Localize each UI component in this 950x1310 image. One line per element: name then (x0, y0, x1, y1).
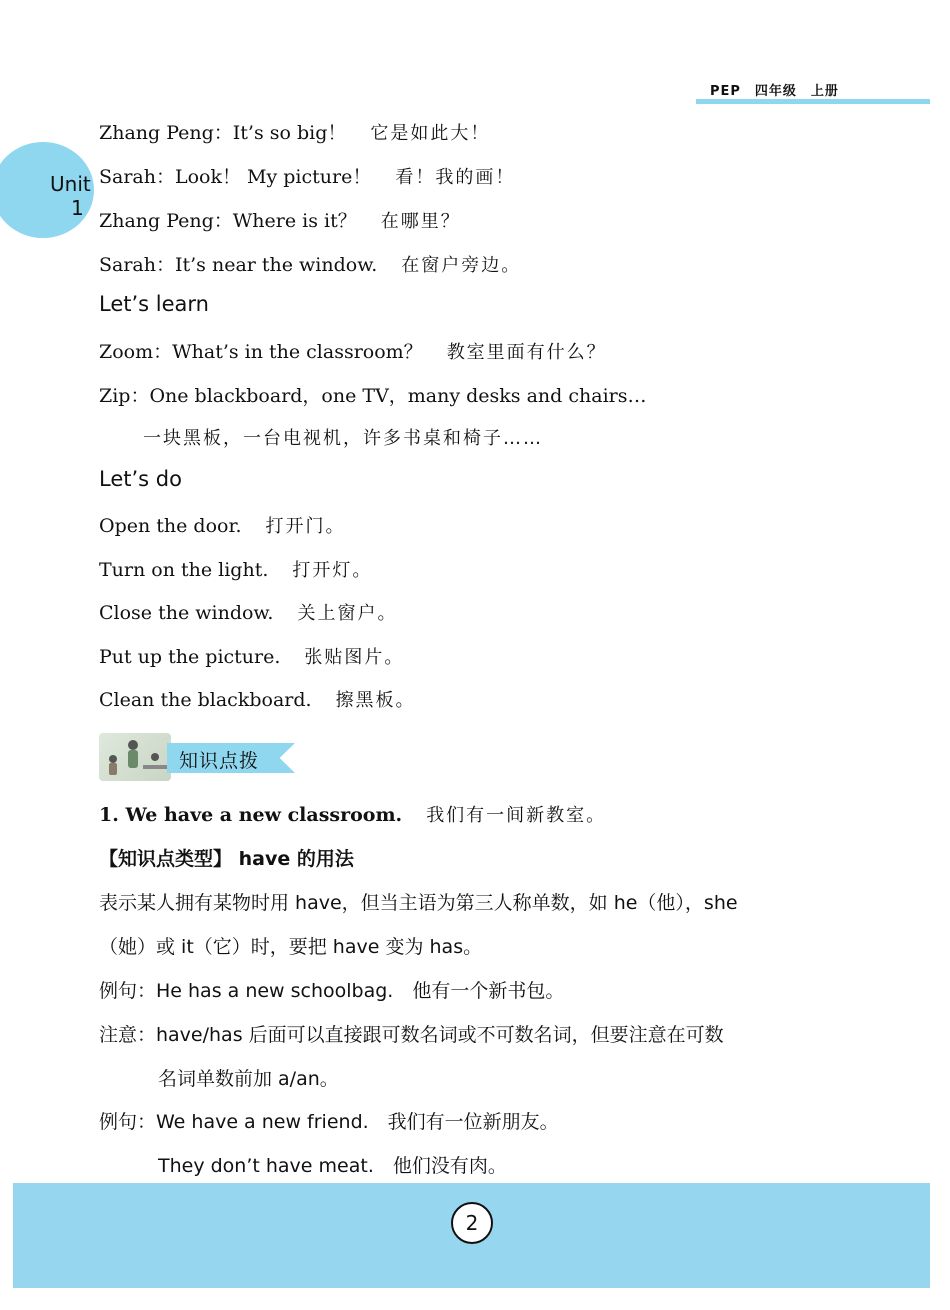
knowledge-item-cn: 我们有一间新教室。 (426, 805, 607, 826)
do-line (99, 686, 416, 712)
learn-cn: 教室里面有什么？ (446, 342, 607, 363)
unit-number: 1 (70, 196, 84, 220)
dialogue-cn: 在哪里？ (380, 211, 461, 232)
teacher-student-icon (99, 733, 171, 781)
do-cn: 关上窗户。 (297, 603, 398, 624)
knowledge-type-heading: 【知识点类型】 have 的用法 (99, 848, 354, 870)
do-line (99, 599, 397, 625)
header-text: PEP 四年级 上册 (710, 84, 839, 99)
unit-label (50, 172, 91, 220)
knowledge-badge (99, 733, 297, 781)
note-line: 注意：have/has 后面可以直接跟可数名词或不可数名词，但要注意在可数 (99, 1024, 724, 1046)
learn-cn-translation: 一块黑板，一台电视机，许多书桌和椅子…… (143, 428, 543, 449)
page-number: 2 (451, 1202, 493, 1244)
dialogue-cn: 它是如此大！ (370, 123, 491, 144)
do-cn: 打开灯。 (292, 560, 373, 581)
example-line: 例句：He has a new schoolbag. 他有一个新书包。 (99, 980, 565, 1002)
running-header (696, 80, 930, 104)
dialogue-cn: 看！我的画！ (395, 167, 516, 188)
knowledge-item (99, 801, 606, 827)
learn-cn-line (143, 424, 543, 450)
do-cn: 张贴图片。 (304, 647, 405, 668)
badge-label: 知识点拨 (179, 750, 260, 772)
do-line (99, 556, 372, 582)
learn-en: Zip：One blackboard，one TV，many desks and chairs… (99, 385, 647, 407)
dialogue-en: Zhang Peng：It’s so big！ (99, 122, 347, 144)
example-line: They don’t have meat. 他们没有肉。 (158, 1155, 507, 1177)
dialogue-line (99, 118, 490, 145)
do-line (99, 643, 404, 669)
learn-en: Zoom：What’s in the classroom？ (99, 341, 423, 363)
do-cn: 擦黑板。 (335, 690, 416, 711)
unit-word: Unit (50, 172, 91, 196)
note-line: 名词单数前加 a/an。 (158, 1068, 339, 1090)
explanation-line: 表示某人拥有某物时用 have，但当主语为第三人称单数，如 he（他），she (99, 892, 738, 914)
dialogue-en: Sarah：Look！ My picture！ (99, 166, 372, 188)
learn-line (99, 337, 607, 364)
do-en: Close the window. (99, 602, 274, 624)
do-line (99, 512, 346, 538)
knowledge-item-en: 1. We have a new classroom. (99, 804, 403, 826)
dialogue-line (99, 206, 461, 233)
dialogue-line (99, 250, 521, 277)
learn-line (99, 381, 646, 408)
explanation-line: （她）或 it（它）时，要把 have 变为 has。 (99, 936, 483, 958)
header-rule (696, 99, 930, 104)
do-cn: 打开门。 (265, 516, 346, 537)
lets-do-heading: Let’s do (99, 467, 182, 491)
badge-illustration (99, 733, 171, 781)
do-en: Open the door. (99, 515, 242, 537)
lets-learn-heading: Let’s learn (99, 292, 209, 316)
dialogue-cn: 在窗户旁边。 (401, 255, 522, 276)
dialogue-en: Sarah：It’s near the window. (99, 254, 378, 276)
do-en: Clean the blackboard. (99, 689, 312, 711)
dialogue-en: Zhang Peng：Where is it？ (99, 210, 357, 232)
do-en: Put up the picture. (99, 646, 281, 668)
example-line: 例句：We have a new friend. 我们有一位新朋友。 (99, 1111, 559, 1133)
dialogue-line (99, 162, 515, 189)
do-en: Turn on the light. (99, 559, 269, 581)
